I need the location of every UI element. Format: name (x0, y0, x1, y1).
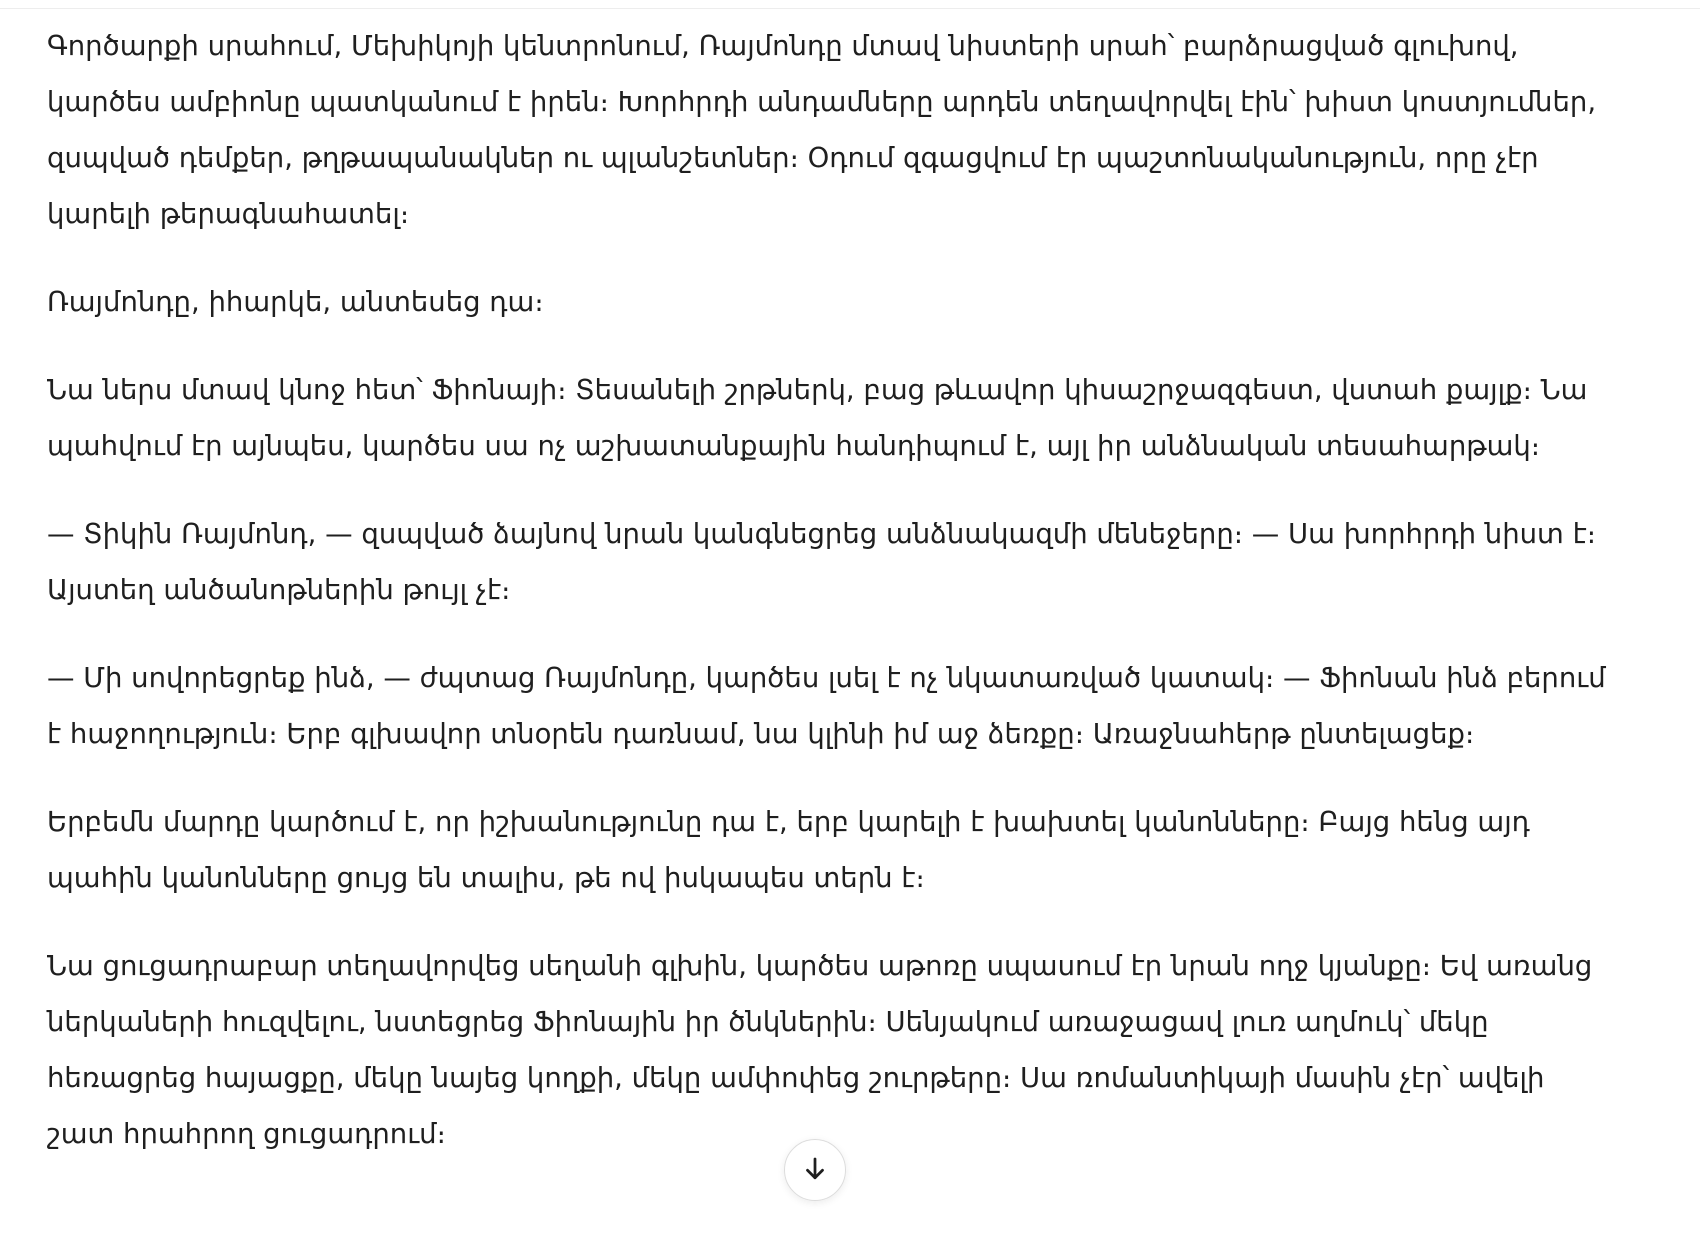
article-paragraph: — Տիկին Ռայմոնդ, — զսպված ձայնով նրան կանգնեցրեց անձնակազմի մենեջերը։ — Սա խորհրդի նիստ է։ Այստեղ անծանոթներին թույլ չէ։ (47, 518, 1596, 606)
article-paragraph: Ռայմոնդը, իհարկե, անտեսեց դա։ (47, 286, 544, 318)
article-paragraph: Երբեմն մարդը կարծում է, որ իշխանությունը դա է, երբ կարելի է խախտել կանոնները։ Բայց հենց այդ պահին կանոնները ցույց են տալիս, թե ով իսկապես տերն է։ (47, 806, 1530, 894)
article-reader (47, 18, 1607, 1194)
article-paragraph: Նա ներս մտավ կնոջ հետ՝ Ֆիոնայի։ Տեսանելի շրթներկ, բաց թևավոր կիսաշրջազգեստ, վստահ քայլք։ Նա պահվում էր այնպես, կարծես սա ոչ աշխատանքային հանդիպում է, այլ իր անձնական տեսահարթակ։ (47, 374, 1588, 462)
bottom-fade (0, 1228, 1700, 1246)
article-paragraph: — Մի սովորեցրեք ինձ, — ժպտաց Ռայմոնդը, կարծես լսել է ոչ նկատառված կատակ։ — Ֆիոնան ինձ բերում է հաջողություն։ Երբ գլխավոր տնօրեն դառնամ, նա կլինի իմ աջ ձեռքը։ Առաջնահերթ ընտելացեք։ (47, 662, 1606, 750)
article-paragraph: Նա ցուցադրաբար տեղավորվեց սեղանի գլխին, կարծես աթոռը սպասում էր նրան ողջ կյանքը։ Եվ առանց ներկաների հուզվելու, նստեցրեց Ֆիոնային իր ծնկներին։ Սենյակում առաջացավ լուռ աղմուկ՝ մեկը հեռացրեց հայացքը, մեկը նայեց կողքի, մեկը ամփոփեց շուրթերը։ Սա ռոմանտիկայի մասին չէր՝ ավելի շատ հրահրող ցուցադրում։ (47, 950, 1593, 1150)
article-paragraph: Գործարքի սրահում, Մեխիկոյի կենտրոնում, Ռայմոնդը մտավ նիստերի սրահ՝ բարձրացված գլուխով, կարծես ամբիոնը պատկանում է իրեն։ Խորհրդի անդամները արդեն տեղավորվել էին՝ խիստ կոստյումներ, զսպված դեմքեր, թղթապանակներ ու պլանշետներ։ Օդում զգացվում էր պաշտոնականություն, որը չէր կարելի թերագնահատել։ (47, 30, 1597, 230)
scroll-down-button[interactable] (784, 1139, 846, 1201)
arrow-down-icon (800, 1154, 830, 1187)
top-divider (0, 0, 1700, 9)
